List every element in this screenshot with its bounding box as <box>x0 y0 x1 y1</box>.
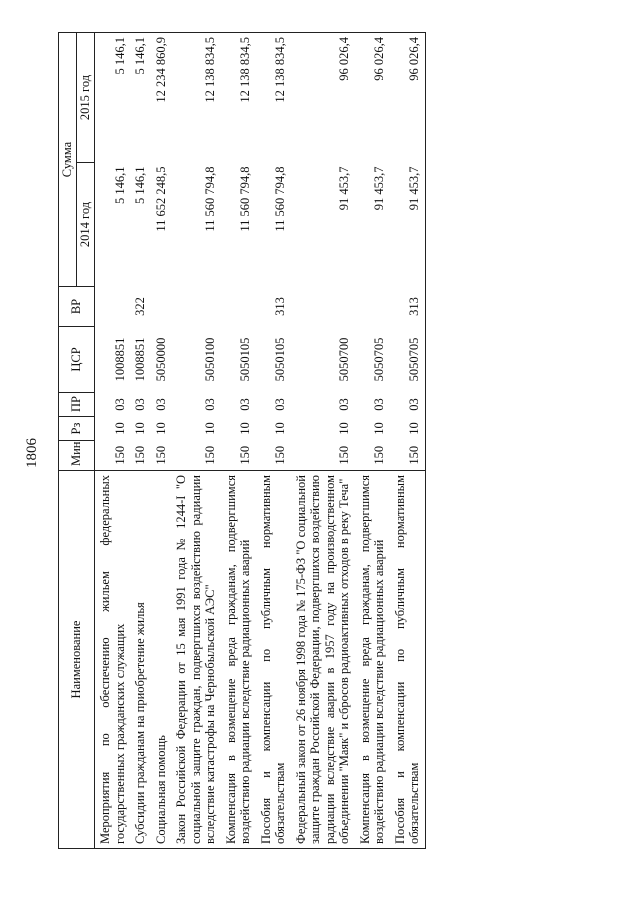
cell-vr <box>171 287 221 327</box>
cell-name: Федеральный закон от 26 ноября 1998 года № 175-ФЗ "О социальной защите граждан Российской Федерации, подвергшихся воздействию радиации вследствие аварии в 1957 году на производственном объединении "Маяк" и сбросов радиоактивных отходов в реку Теча" <box>291 471 355 849</box>
header-pr: ПР <box>59 393 95 417</box>
cell-pr: 03 <box>133 398 147 411</box>
table-row <box>95 33 131 849</box>
cell-csr: 5050100 <box>203 337 217 382</box>
cell-pr: 03 <box>112 398 127 411</box>
budget-table <box>58 32 426 849</box>
cell-csr: 5050705 <box>390 327 426 393</box>
header-name: Наименование <box>59 471 95 849</box>
cell-y2015: 5 146,1 <box>95 33 131 163</box>
cell-y2015: 96 026,4 <box>291 33 355 163</box>
cell-csr: 5050705 <box>372 337 386 382</box>
cell-pr: 03 <box>372 398 386 411</box>
cell-y2014: 91 453,7 <box>337 166 351 211</box>
cell-name: Компенсация в возмещение вреда гражданам, подвергшимся воздействию радиации вследствие радиационных аварий <box>221 471 256 849</box>
cell-vr: 313 <box>390 287 426 327</box>
cell-rz: 10 <box>153 422 168 435</box>
cell-min: 150 <box>390 441 426 471</box>
cell-name: Закон Российской Федерации от 15 мая 1991 года № 1244-I "О социальной защите граждан, подвергшихся воздействию радиации вследствие катастрофы на Чернобыльской АЭС" <box>171 471 221 849</box>
cell-vr <box>95 287 131 327</box>
header-2015: 2015 год <box>77 33 95 163</box>
cell-vr: 313 <box>273 297 287 316</box>
cell-pr: 03 <box>203 398 217 411</box>
cell-vr <box>221 287 256 327</box>
header-2014: 2014 год <box>77 163 95 287</box>
cell-y2014: 11 560 794,8 <box>273 166 287 232</box>
header-sum: Сумма <box>59 33 77 287</box>
cell-y2015: 5 146,1 <box>130 33 151 163</box>
cell-y2015: 96 026,4 <box>355 33 390 163</box>
cell-rz: 10 <box>203 422 217 435</box>
table-row <box>291 33 355 849</box>
cell-min: 150 <box>238 445 252 465</box>
cell-name: Пособия и компенсации по публичным нормативным обязательствам <box>390 471 426 849</box>
cell-pr: 03 <box>238 398 252 411</box>
cell-csr: 5050700 <box>337 337 351 382</box>
cell-vr <box>355 287 390 327</box>
table-row <box>221 33 256 849</box>
cell-rz: 10 <box>133 422 147 435</box>
cell-min: 150 <box>203 445 217 465</box>
cell-csr: 1008851 <box>112 337 127 382</box>
cell-pr: 03 <box>153 398 168 411</box>
cell-rz: 10 <box>112 422 127 435</box>
header-min: Мин <box>59 441 95 471</box>
table-row <box>171 33 221 849</box>
cell-min: 150 <box>337 445 351 465</box>
cell-name: Компенсация в возмещение вреда гражданам, подвергшимся воздействию радиации вследствие радиационных аварий <box>355 471 390 849</box>
page-number: 1806 <box>24 438 40 468</box>
cell-y2014: 5 146,1 <box>133 166 147 204</box>
table-row <box>256 33 291 849</box>
cell-y2015: 12 138 834,5 <box>171 33 221 163</box>
cell-y2015: 96 026,4 <box>390 33 426 163</box>
cell-min: 150 <box>153 445 168 465</box>
table-row <box>355 33 390 849</box>
cell-rz: 10 <box>372 422 386 435</box>
cell-csr: 5050000 <box>153 337 168 382</box>
cell-vr <box>151 287 172 327</box>
cell-y2014: 11 560 794,8 <box>238 166 252 232</box>
table-row <box>390 33 426 849</box>
cell-y2014: 11 652 248,5 <box>153 166 168 232</box>
cell-rz: 10 <box>337 422 351 435</box>
cell-rz: 10 <box>238 422 252 435</box>
header-vr: ВР <box>59 287 95 327</box>
table-row <box>151 33 172 849</box>
cell-pr: 03 <box>337 398 351 411</box>
cell-y2015: 12 138 834,5 <box>256 33 291 163</box>
cell-y2014: 91 453,7 <box>390 163 426 287</box>
cell-pr: 03 <box>273 398 287 411</box>
cell-csr: 5050105 <box>238 337 252 382</box>
cell-csr: 5050105 <box>273 337 287 382</box>
cell-csr: 1008851 <box>133 337 147 382</box>
cell-name: Социальная помощь <box>151 471 172 849</box>
cell-y2015: 12 234 860,9 <box>151 33 172 163</box>
cell-y2015: 12 138 834,5 <box>221 33 256 163</box>
cell-name: Пособия и компенсации по публичным нормативным обязательствам <box>256 471 291 849</box>
cell-rz: 10 <box>273 422 287 435</box>
cell-pr: 03 <box>390 393 426 417</box>
cell-min: 150 <box>112 445 127 465</box>
cell-vr <box>291 287 355 327</box>
cell-name: Субсидии гражданам на приобретение жилья <box>130 471 151 849</box>
cell-min: 150 <box>273 445 287 465</box>
cell-rz: 10 <box>390 417 426 441</box>
cell-y2014: 91 453,7 <box>372 166 386 211</box>
table-body <box>95 33 426 849</box>
header-csr: ЦСР <box>59 327 95 393</box>
cell-min: 150 <box>372 445 386 465</box>
header-rz: Рз <box>59 417 95 441</box>
cell-name: Мероприятия по обеспечению жильем федеральных государственных гражданских служащих <box>95 471 131 849</box>
cell-y2014: 5 146,1 <box>112 166 127 204</box>
cell-y2014: 11 560 794,8 <box>203 166 217 232</box>
cell-vr: 322 <box>133 297 147 316</box>
table-row <box>130 33 151 849</box>
cell-min: 150 <box>133 445 147 465</box>
